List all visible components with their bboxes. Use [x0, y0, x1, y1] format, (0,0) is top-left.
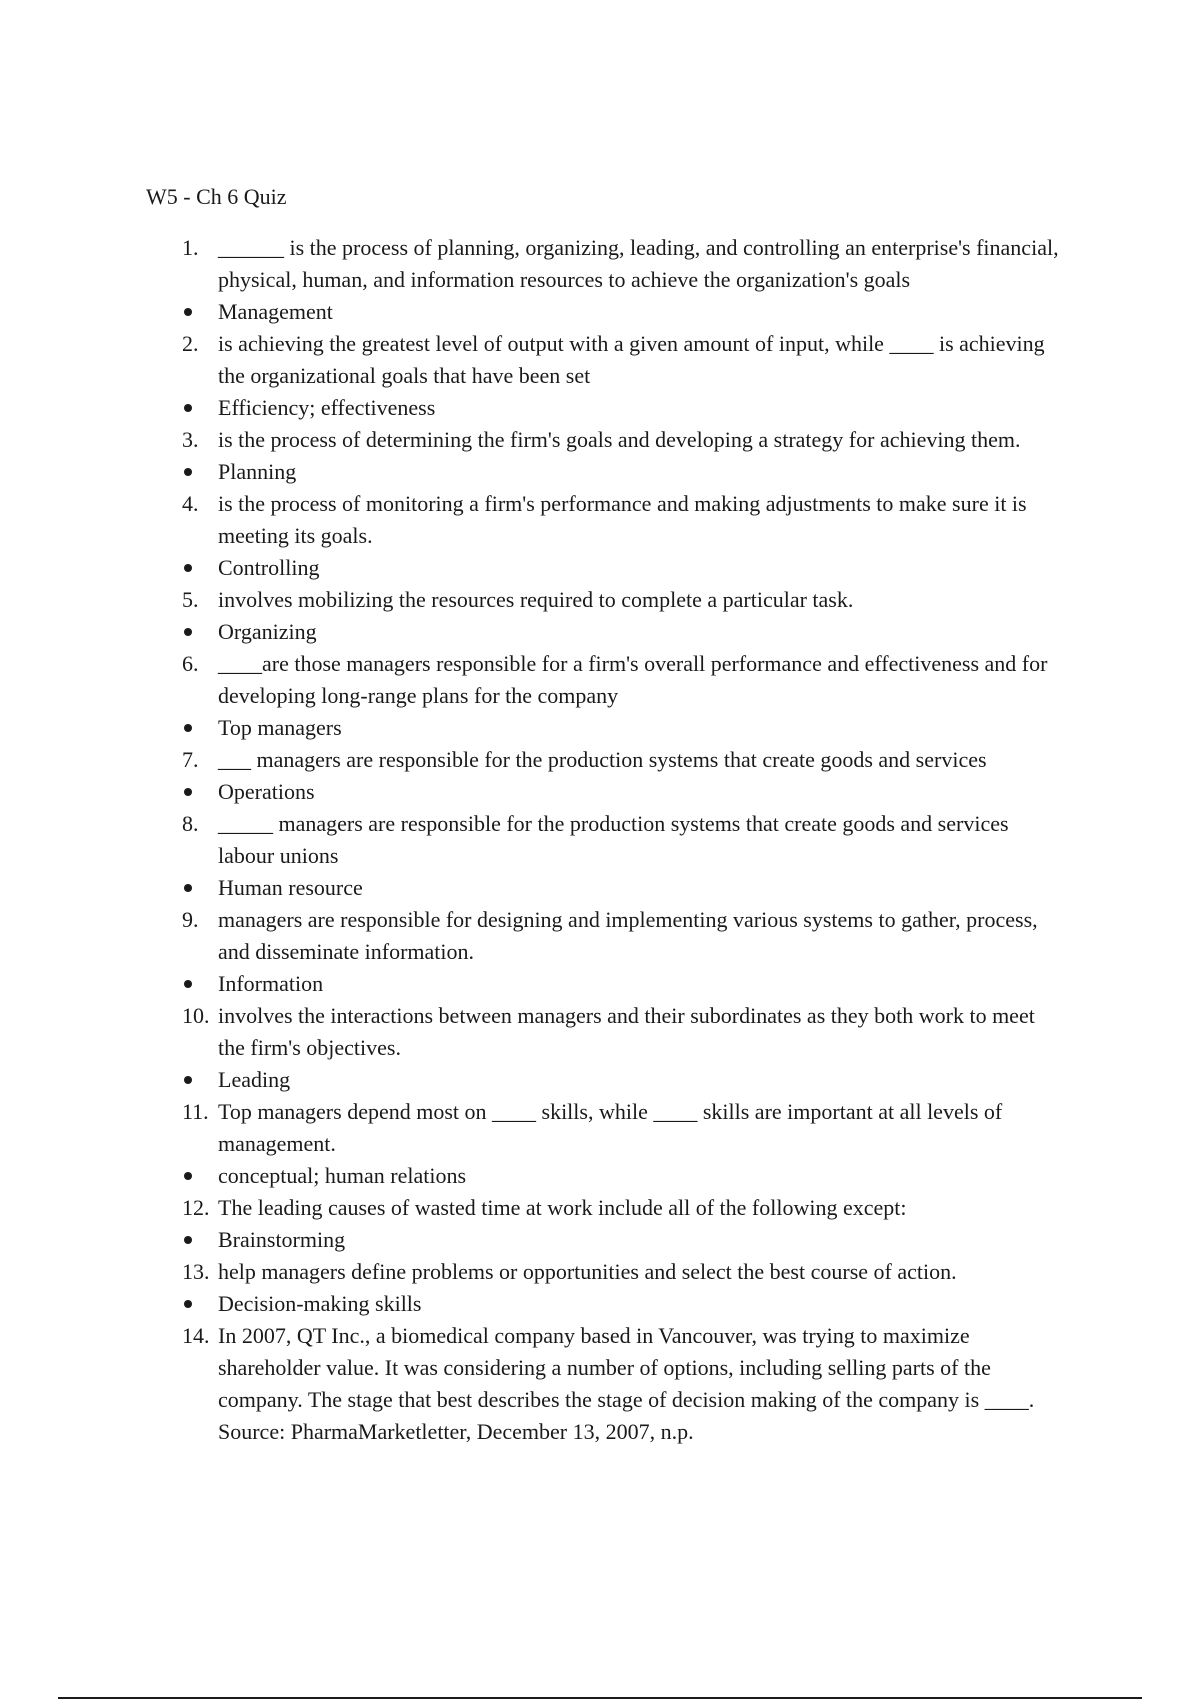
- question-number: 3.: [182, 427, 199, 452]
- quiz-list: [182, 232, 1062, 1448]
- question-text: The leading causes of wasted time at work include all of the following except:: [218, 1195, 907, 1220]
- answer-text: Information: [218, 971, 324, 996]
- question-text: is achieving the greatest level of output with a given amount of input, while ____ is achieving the organizational goals that have been set: [218, 331, 1045, 388]
- question-item: [182, 1320, 1062, 1448]
- question-text: is the process of monitoring a firm's performance and making adjustments to make sure it is meeting its goals.: [218, 491, 1027, 548]
- bullet-icon: [182, 296, 218, 328]
- question-number: 7.: [182, 747, 199, 772]
- answer-item: [182, 1160, 1062, 1192]
- answer-item: [182, 968, 1062, 1000]
- question-text: In 2007, QT Inc., a biomedical company based in Vancouver, was trying to maximize shareholder value. It was considering a number of options, including selling parts of the company. The stage that best describes the stage of decision making of the company is ____. Source: PharmaMarketletter, December 13, 2007, n.p.: [218, 1323, 1035, 1444]
- question-item: [182, 808, 1062, 872]
- bullet-icon: [182, 456, 218, 488]
- answer-item: [182, 1224, 1062, 1256]
- question-item: [182, 648, 1062, 712]
- question-item: [182, 1192, 1062, 1224]
- bullet-icon: [182, 616, 218, 648]
- answer-item: [182, 616, 1062, 648]
- bullet-icon: [182, 968, 218, 1000]
- answer-item: [182, 1064, 1062, 1096]
- answer-text: Leading: [218, 1067, 291, 1092]
- answer-item: [182, 456, 1062, 488]
- answer-text: Operations: [218, 779, 315, 804]
- bullet-icon: [182, 392, 218, 424]
- answer-text: Efficiency; effectiveness: [218, 395, 436, 420]
- question-item: [182, 232, 1062, 296]
- question-text: help managers define problems or opportunities and select the best course of action.: [218, 1259, 957, 1284]
- bullet-icon: [182, 1160, 218, 1192]
- answer-text: Organizing: [218, 619, 317, 644]
- question-number: 6.: [182, 651, 199, 676]
- answer-text: Brainstorming: [218, 1227, 346, 1252]
- question-item: [182, 424, 1062, 456]
- question-item: [182, 584, 1062, 616]
- answer-text: conceptual; human relations: [218, 1163, 467, 1188]
- question-number: 12.: [182, 1195, 210, 1220]
- question-number: 1.: [182, 235, 199, 260]
- question-number: 14.: [182, 1323, 210, 1348]
- question-number: 13.: [182, 1259, 210, 1284]
- question-text: ___ managers are responsible for the production systems that create goods and services: [218, 747, 987, 772]
- bullet-icon: [182, 1288, 218, 1320]
- bullet-icon: [182, 712, 218, 744]
- answer-item: [182, 392, 1062, 424]
- answer-text: Decision-making skills: [218, 1291, 422, 1316]
- question-text: ____are those managers responsible for a firm's overall performance and effectiveness and for developing long-range plans for the company: [218, 651, 1048, 708]
- answer-item: [182, 296, 1062, 328]
- footer-divider: [58, 1697, 1142, 1699]
- question-item: [182, 488, 1062, 552]
- bullet-icon: [182, 1064, 218, 1096]
- question-number: 2.: [182, 331, 199, 356]
- question-text: _____ managers are responsible for the production systems that create goods and services labour unions: [218, 811, 1009, 868]
- question-item: [182, 1000, 1062, 1064]
- bullet-icon: [182, 872, 218, 904]
- question-text: involves the interactions between managers and their subordinates as they both work to meet the firm's objectives.: [218, 1003, 1035, 1060]
- question-number: 10.: [182, 1003, 210, 1028]
- bullet-icon: [182, 1224, 218, 1256]
- answer-item: [182, 1288, 1062, 1320]
- question-text: is the process of determining the firm's goals and developing a strategy for achieving them.: [218, 427, 1021, 452]
- question-text: ______ is the process of planning, organizing, leading, and controlling an enterprise's financial, physical, human, and information resources to achieve the organization's goals: [218, 235, 1059, 292]
- question-item: [182, 744, 1062, 776]
- question-item: [182, 328, 1062, 392]
- question-text: Top managers depend most on ____ skills, while ____ skills are important at all levels of management.: [218, 1099, 1003, 1156]
- question-text: involves mobilizing the resources required to complete a particular task.: [218, 587, 854, 612]
- answer-item: [182, 712, 1062, 744]
- question-number: 4.: [182, 491, 199, 516]
- question-text: managers are responsible for designing and implementing various systems to gather, process, and disseminate information.: [218, 907, 1038, 964]
- question-number: 9.: [182, 907, 199, 932]
- answer-text: Management: [218, 299, 333, 324]
- question-item: [182, 1256, 1062, 1288]
- question-number: 8.: [182, 811, 199, 836]
- answer-text: Planning: [218, 459, 297, 484]
- answer-item: [182, 776, 1062, 808]
- page-title: W5 - Ch 6 Quiz: [146, 184, 287, 209]
- bullet-icon: [182, 776, 218, 808]
- question-item: [182, 1096, 1062, 1160]
- question-number: 5.: [182, 587, 199, 612]
- answer-item: [182, 872, 1062, 904]
- answer-text: Human resource: [218, 875, 363, 900]
- question-item: [182, 904, 1062, 968]
- answer-text: Top managers: [218, 715, 342, 740]
- bullet-icon: [182, 552, 218, 584]
- question-number: 11.: [182, 1099, 209, 1124]
- answer-text: Controlling: [218, 555, 320, 580]
- answer-item: [182, 552, 1062, 584]
